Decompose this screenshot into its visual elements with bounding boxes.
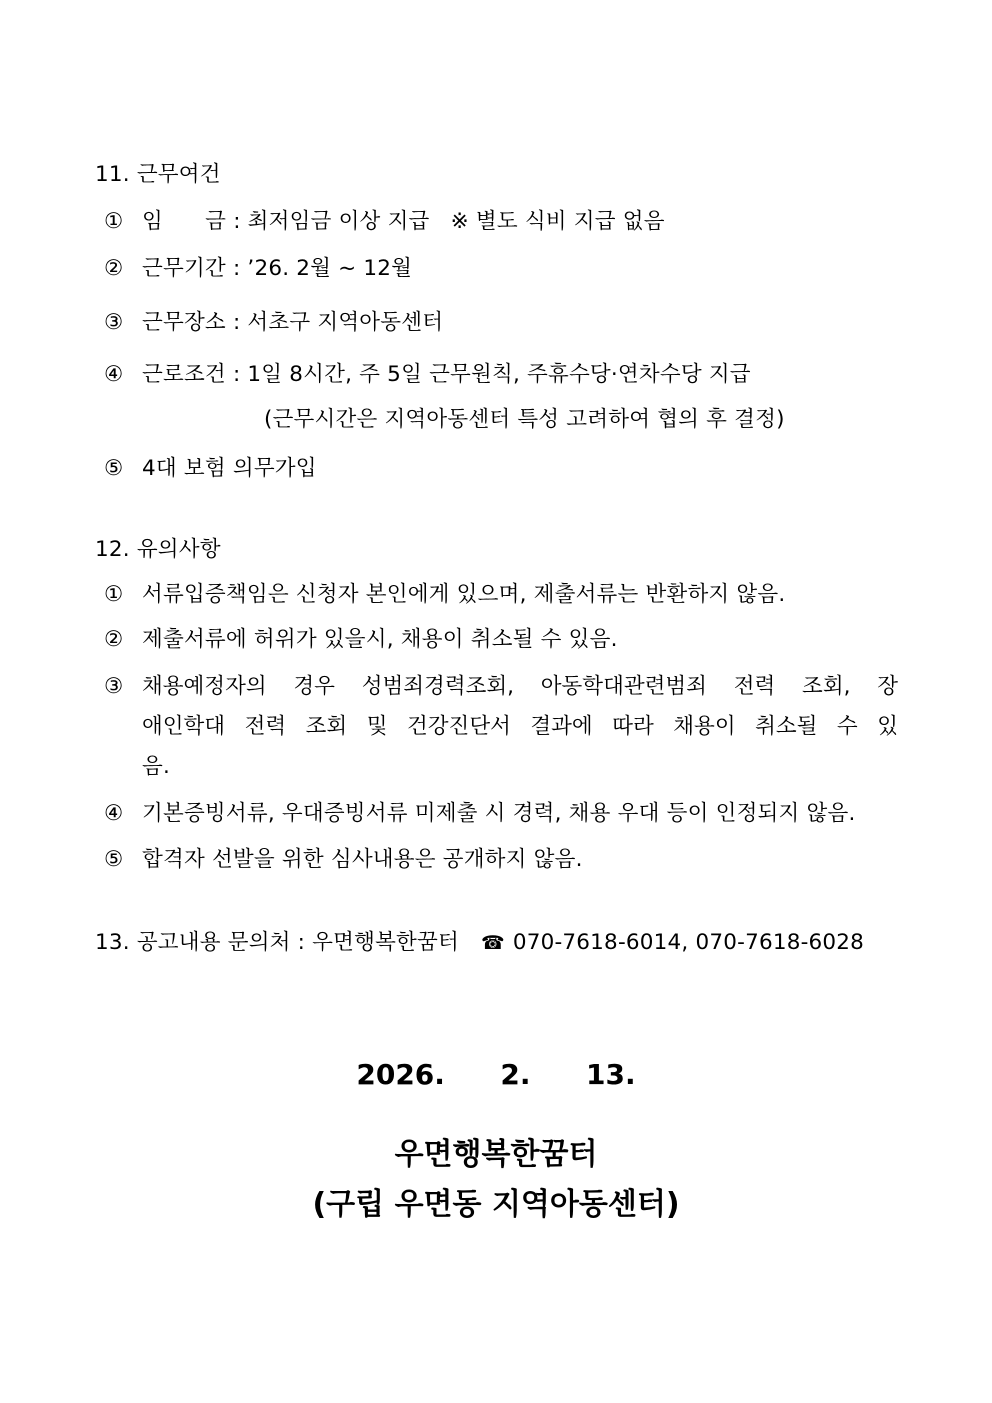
section-12-heading: 12. 유의사항 xyxy=(95,537,221,562)
insurance-label: 4대 보험 의무가입 xyxy=(142,456,317,481)
phone-icon: ☎ xyxy=(480,932,505,954)
item-marker: ④ xyxy=(104,362,124,387)
wage-label: 임 금 xyxy=(142,209,227,234)
contact-phones: 070-7618-6014, 070-7618-6028 xyxy=(512,930,865,955)
contact-heading: 13. 공고내용 문의처 : 우면행복한꿈터 xyxy=(95,930,459,955)
notice-item xyxy=(104,580,785,610)
item-marker: ③ xyxy=(104,310,124,335)
notice-text: 합격자 선발을 위한 심사내용은 공개하지 않음. xyxy=(142,847,583,872)
work-terms-note: (근무시간은 지역아동센터 특성 고려하여 협의 후 결정) xyxy=(264,407,785,432)
notice-text: 제출서류에 허위가 있을시, 채용이 취소될 수 있음. xyxy=(142,627,618,652)
organization-subtitle: (구립 우면동 지역아동센터) xyxy=(312,1187,680,1222)
wage-value: : 최저임금 이상 지급 ※ 별도 식비 지급 없음 xyxy=(233,209,665,234)
location-value: : 서초구 지역아동센터 xyxy=(232,310,444,335)
notice-item xyxy=(104,625,618,655)
period-value: : ’26. 2월 ~ 12월 xyxy=(232,256,413,281)
item-marker: ① xyxy=(104,582,124,607)
item-marker: ① xyxy=(104,209,124,234)
condition-insurance xyxy=(104,454,317,484)
notice-text: 기본증빙서류, 우대증빙서류 미제출 시 경력, 채용 우대 등이 인정되지 않음. xyxy=(142,801,856,826)
item-marker: ③ xyxy=(104,674,124,699)
notice-text: 서류입증책임은 신청자 본인에게 있으며, 제출서류는 반환하지 않음. xyxy=(142,582,786,607)
notice-text-line-3: 음. xyxy=(142,754,171,779)
notice-date: 2026. 2. 13. xyxy=(356,1058,636,1091)
location-label: 근무장소 xyxy=(142,310,226,335)
condition-location xyxy=(104,308,443,338)
section-11-heading: 11. 근무여건 xyxy=(95,162,221,187)
condition-wage xyxy=(104,207,665,237)
item-marker: ⑤ xyxy=(104,847,124,872)
item-marker: ② xyxy=(104,627,124,652)
notice-item-marker-3 xyxy=(104,672,142,702)
organization-name: 우면행복한꿈터 xyxy=(394,1137,598,1172)
notice-text-line-2: 애인학대 전력 조회 및 건강진단서 결과에 따라 채용이 취소될 수 있 xyxy=(142,714,898,739)
item-marker: ② xyxy=(104,256,124,281)
condition-work-terms xyxy=(104,360,751,390)
item-marker: ④ xyxy=(104,801,124,826)
condition-period xyxy=(104,254,412,284)
notice-item xyxy=(104,845,583,875)
work-terms-value: : 1일 8시간, 주 5일 근무원칙, 주휴수당·연차수당 지급 xyxy=(232,362,751,387)
item-marker: ⑤ xyxy=(104,456,124,481)
period-label: 근무기간 xyxy=(142,256,226,281)
work-terms-label: 근로조건 xyxy=(142,362,226,387)
notice-text-line-1: 채용예정자의 경우 성범죄경력조회, 아동학대관련범죄 전력 조회, 장 xyxy=(142,674,898,699)
notice-item xyxy=(104,799,855,829)
section-13-contact xyxy=(95,928,864,958)
